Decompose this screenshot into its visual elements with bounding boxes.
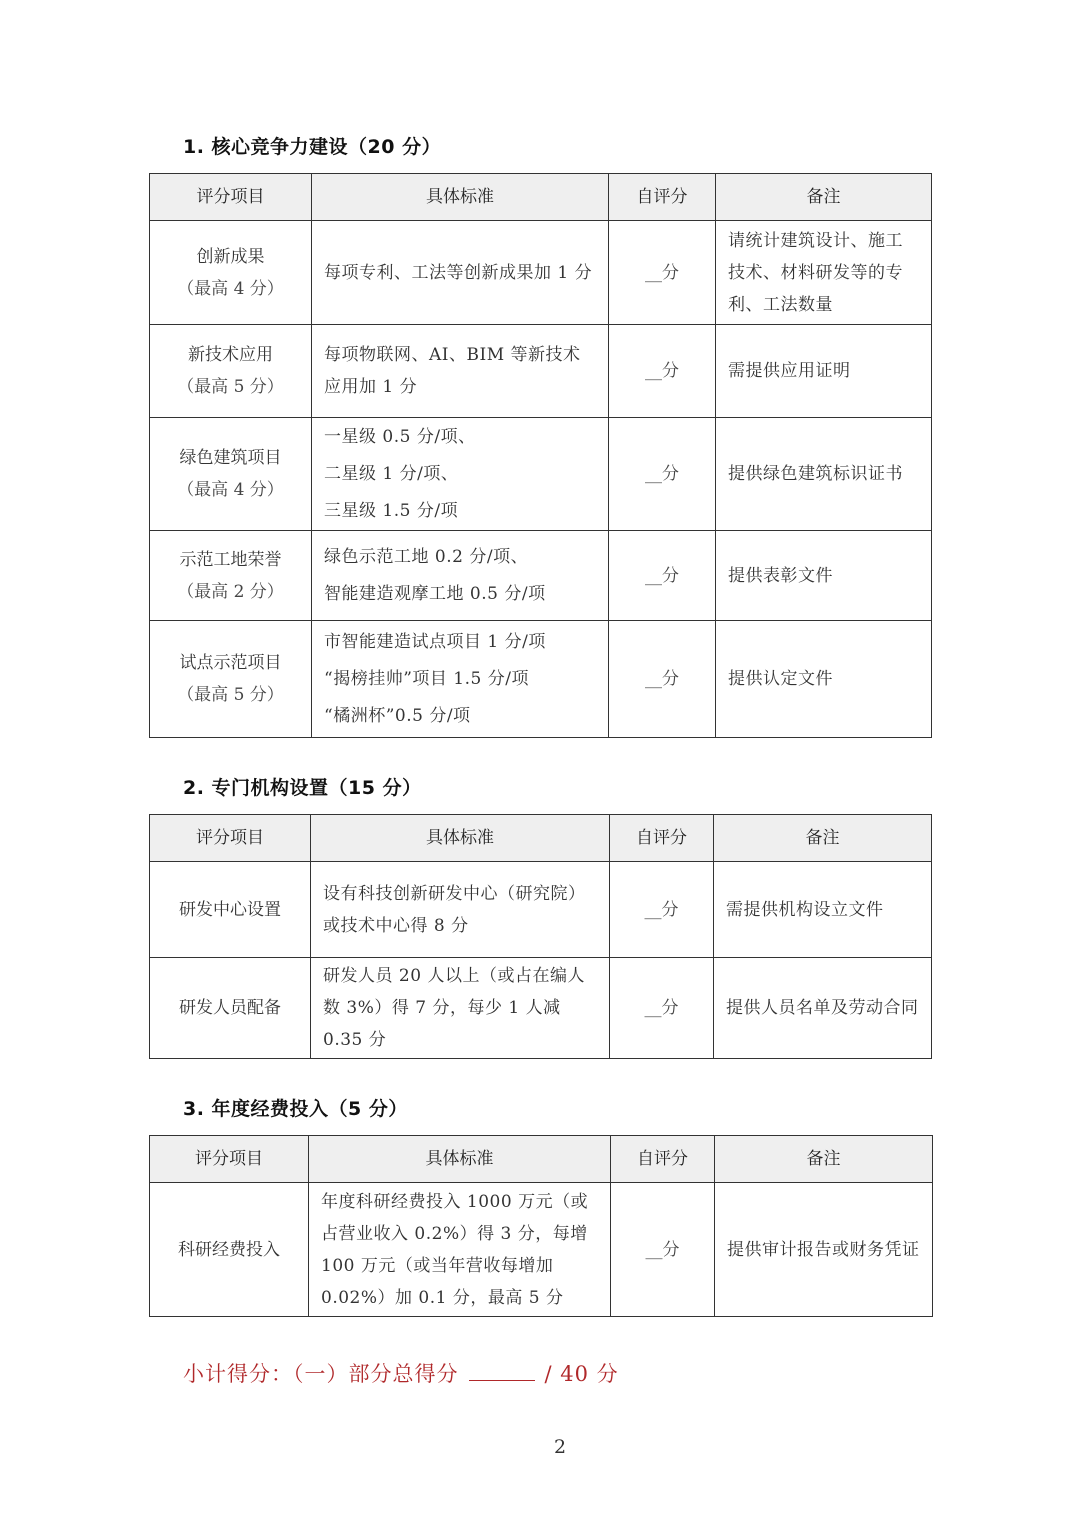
- row-criteria: 设有科技创新研发中心（研究院）或技术中心得 8 分: [311, 862, 610, 958]
- header-item: 评分项目: [150, 815, 311, 862]
- row-criteria: 研发人员 20 人以上（或占在编人数 3%）得 7 分，每少 1 人减 0.35 分: [311, 958, 610, 1059]
- section-3-title: 3. 年度经费投入（5 分）: [183, 1098, 408, 1120]
- table-row: [150, 325, 932, 418]
- row-criteria: 一星级 0.5 分/项、 二星级 1 分/项、 三星级 1.5 分/项: [312, 418, 609, 531]
- self-score-field[interactable]: __分: [609, 325, 716, 418]
- header-note: 备注: [716, 174, 932, 221]
- self-score-field[interactable]: __分: [610, 862, 714, 958]
- table-row: [150, 221, 932, 325]
- row-note: 提供人员名单及劳动合同: [714, 958, 932, 1059]
- row-note: 提供表彰文件: [716, 531, 932, 621]
- table-row: [150, 1183, 933, 1317]
- self-score-field[interactable]: __分: [609, 221, 716, 325]
- row-note: 请统计建筑设计、施工技术、材料研发等的专利、工法数量: [716, 221, 932, 325]
- header-self-score: 自评分: [609, 174, 716, 221]
- table-core-competitiveness: [149, 173, 932, 738]
- header-criteria: 具体标准: [311, 815, 610, 862]
- self-score-field[interactable]: __分: [611, 1183, 715, 1317]
- table-row: [150, 862, 932, 958]
- self-score-field[interactable]: __分: [609, 621, 716, 738]
- row-item: 研发人员配备: [150, 958, 311, 1059]
- row-item: 研发中心设置: [150, 862, 311, 958]
- section-2-title: 2. 专门机构设置（15 分）: [183, 777, 422, 799]
- header-criteria: 具体标准: [309, 1136, 611, 1183]
- header-note: 备注: [715, 1136, 933, 1183]
- self-score-field[interactable]: __分: [610, 958, 714, 1059]
- row-item: 绿色建筑项目 （最高 4 分）: [150, 418, 312, 531]
- row-note: 提供认定文件: [716, 621, 932, 738]
- header-self-score: 自评分: [610, 815, 714, 862]
- row-criteria: 绿色示范工地 0.2 分/项、 智能建造观摩工地 0.5 分/项: [312, 531, 609, 621]
- page-number: 2: [553, 1436, 567, 1458]
- row-criteria: 每项专利、工法等创新成果加 1 分: [312, 221, 609, 325]
- row-item: 科研经费投入: [150, 1183, 309, 1317]
- header-item: 评分项目: [150, 1136, 309, 1183]
- header-self-score: 自评分: [611, 1136, 715, 1183]
- header-note: 备注: [714, 815, 932, 862]
- self-score-field[interactable]: __分: [609, 418, 716, 531]
- table-row: [150, 958, 932, 1059]
- table-dedicated-institutions: [149, 814, 932, 1059]
- row-criteria: 年度科研经费投入 1000 万元（或占营业收入 0.2%）得 3 分，每增 100 万元（或当年营收每增加 0.02%）加 0.1 分，最高 5 分: [309, 1183, 611, 1317]
- row-note: 提供审计报告或财务凭证: [715, 1183, 933, 1317]
- row-item: 试点示范项目 （最高 5 分）: [150, 621, 312, 738]
- row-note: 需提供机构设立文件: [714, 862, 932, 958]
- section-1-title: 1. 核心竞争力建设（20 分）: [183, 136, 442, 158]
- subtotal-blank-field[interactable]: [469, 1360, 535, 1381]
- table-header-row: [150, 1136, 933, 1183]
- subtotal-total: / 40 分: [544, 1362, 619, 1386]
- row-item: 示范工地荣誉 （最高 2 分）: [150, 531, 312, 621]
- table-header-row: [150, 815, 932, 862]
- row-item: 新技术应用 （最高 5 分）: [150, 325, 312, 418]
- subtotal-line: [183, 1358, 619, 1388]
- header-item: 评分项目: [150, 174, 312, 221]
- table-header-row: [150, 174, 932, 221]
- row-note: 需提供应用证明: [716, 325, 932, 418]
- table-row: [150, 621, 932, 738]
- table-row: [150, 418, 932, 531]
- row-item: 创新成果 （最高 4 分）: [150, 221, 312, 325]
- header-criteria: 具体标准: [312, 174, 609, 221]
- table-row: [150, 531, 932, 621]
- row-criteria: 每项物联网、AI、BIM 等新技术应用加 1 分: [312, 325, 609, 418]
- self-score-field[interactable]: __分: [609, 531, 716, 621]
- table-annual-funding: [149, 1135, 933, 1317]
- row-note: 提供绿色建筑标识证书: [716, 418, 932, 531]
- subtotal-label: 小计得分：（一）部分总得分: [183, 1362, 459, 1386]
- row-criteria: 市智能建造试点项目 1 分/项 “揭榜挂帅”项目 1.5 分/项 “橘洲杯”0.5 分/项: [312, 621, 609, 738]
